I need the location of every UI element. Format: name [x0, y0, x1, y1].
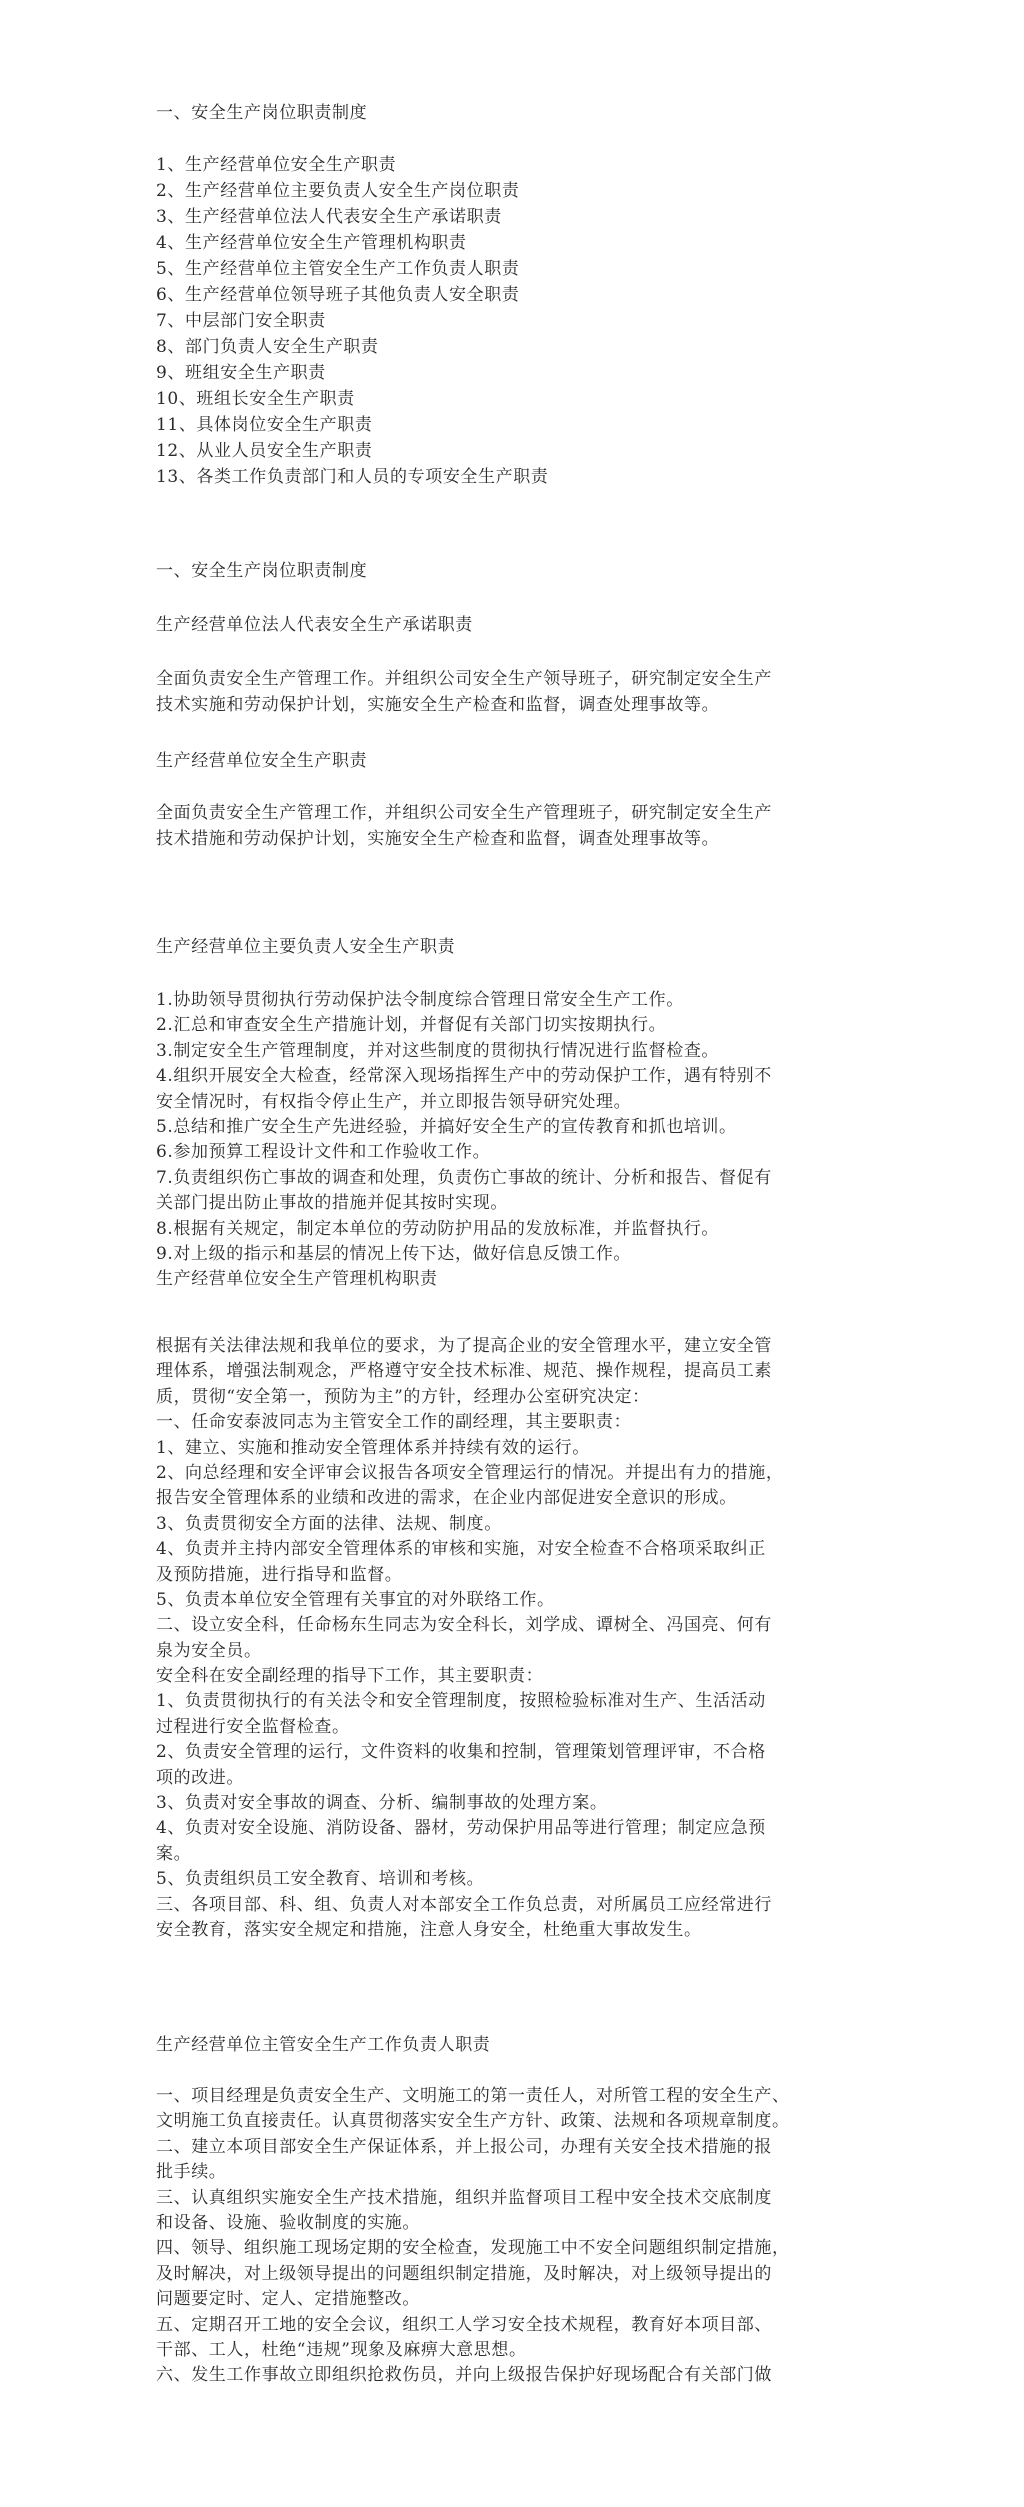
toc-item: 1、生产经营单位安全生产职责 [156, 155, 397, 175]
toc-item: 3、生产经营单位法人代表安全生产承诺职责 [156, 207, 502, 227]
toc-item: 11、具体岗位安全生产职责 [156, 415, 373, 435]
paragraph-line: 2.汇总和审查安全生产措施计划，并督促有关部门切实按期执行。 [156, 1015, 667, 1036]
paragraph-line: 理体系，增强法制观念，严格遵守安全技术标准、规范、操作规程，提高员工素 [156, 1361, 772, 1382]
paragraph-line: 技术措施和劳动保护计划，实施安全生产检查和监督，调查处理事故等。 [156, 829, 720, 849]
paragraph-line: 一、任命安泰波同志为主管安全工作的副经理，其主要职责： [156, 1412, 632, 1433]
paragraph-line: 1.协助领导贯彻执行劳动保护法令制度综合管理日常安全生产工作。 [156, 990, 684, 1010]
toc-item: 5、生产经营单位主管安全生产工作负责人职责 [156, 259, 520, 279]
paragraph-line: 五、定期召开工地的安全会议，组织工人学习安全技术规程，教育好本项目部、 [156, 2314, 772, 2335]
toc-item: 10、班组长安全生产职责 [156, 389, 355, 409]
paragraph-line: 一、项目经理是负责安全生产、文明施工的第一责任人，对所管工程的安全生产、 [156, 2086, 790, 2106]
paragraph-line: 1、建立、实施和推动安全管理体系并持续有效的运行。 [156, 1437, 590, 1458]
supervisor-title [156, 2032, 876, 2058]
subsection-heading: 生产经营单位主要负责人安全生产职责 [156, 937, 456, 957]
paragraph-line: 3.制定安全生产管理制度，并对这些制度的贯彻执行情况进行监督检查。 [156, 1040, 720, 1061]
paragraph-line: 根据有关法律法规和我单位的要求，为了提高企业的安全管理水平，建立安全管 [156, 1336, 772, 1356]
toc-section [156, 100, 876, 126]
paragraph-line: 2、向总经理和安全评审会议报告各项安全管理运行的情况。并提出有力的措施， [156, 1462, 784, 1483]
paragraph-line: 4、负责并主持内部安全管理体系的审核和实施，对安全检查不合格项采取纠正 [156, 1539, 766, 1560]
paragraph-line: 关部门提出防止事故的措施并促其按时实现。 [156, 1193, 508, 1214]
paragraph-line: 案。 [156, 1843, 192, 1864]
paragraph-line: 三、各项目部、科、组、负责人对本部安全工作负总责，对所属员工应经常进行 [156, 1894, 772, 1915]
paragraph-line: 9.对上级的指示和基层的情况上传下达，做好信息反馈工作。 [156, 1243, 632, 1264]
paragraph-line: 3、负责贯彻安全方面的法律、法规、制度。 [156, 1513, 502, 1534]
paragraph-line: 4、负责对安全设施、消防设备、器材，劳动保护用品等进行管理；制定应急预 [156, 1818, 766, 1839]
paragraph-line: 和设备、设施、验收制度的实施。 [156, 2212, 420, 2233]
mgmt-org-body [156, 1334, 876, 1943]
paragraph-line: 安全科在安全副经理的指导下工作，其主要职责： [156, 1666, 544, 1687]
paragraph-line: 文明施工负直接责任。认真贯彻落实安全生产方针、政策、法规和各项规章制度。 [156, 2111, 790, 2132]
toc-item: 8、部门负责人安全生产职责 [156, 337, 379, 357]
paragraph-line: 泉为安全员。 [156, 1640, 262, 1661]
subsection-heading: 生产经营单位主管安全生产工作负责人职责 [156, 2035, 491, 2055]
paragraph-line: 6.参加预算工程设计文件和工作验收工作。 [156, 1142, 491, 1163]
paragraph-line: 报告安全管理体系的业绩和改进的需求，在企业内部促进安全意识的形成。 [156, 1488, 737, 1509]
toc-item: 12、从业人员安全生产职责 [156, 441, 373, 461]
toc-item: 9、班组安全生产职责 [156, 363, 326, 383]
paragraph-line: 3、负责对安全事故的调查、分析、编制事故的处理方案。 [156, 1793, 608, 1814]
toc-title: 一、安全生产岗位职责制度 [156, 103, 368, 123]
paragraph-line: 项的改进。 [156, 1767, 244, 1788]
paragraph-line: 四、领导、组织施工现场定期的安全检查，发现施工中不安全问题组织制定措施， [156, 2238, 790, 2259]
unit-title [156, 748, 876, 774]
paragraph-line: 5、负责本单位安全管理有关事宜的对外联络工作。 [156, 1589, 555, 1610]
paragraph-line: 5、负责组织员工安全教育、培训和考核。 [156, 1869, 485, 1890]
main-leader-title [156, 934, 876, 960]
paragraph-line: 安全教育，落实安全规定和措施，注意人身安全，杜绝重大事故发生。 [156, 1919, 702, 1940]
paragraph-line: 过程进行安全监督检查。 [156, 1716, 350, 1737]
paragraph-line: 安全情况时，有权指令停止生产，并立即报告领导研究处理。 [156, 1091, 632, 1112]
legal-rep-title [156, 612, 876, 638]
paragraph-line: 生产经营单位安全生产管理机构职责 [156, 1269, 438, 1290]
paragraph-line: 二、建立本项目部安全生产保证体系，并上报公司，办理有关安全技术措施的报 [156, 2136, 772, 2157]
toc-item: 13、各类工作负责部门和人员的专项安全生产职责 [156, 467, 549, 487]
paragraph-line: 4.组织开展安全大检查，经常深入现场指挥生产中的劳动保护工作，遇有特别不 [156, 1066, 772, 1087]
unit-body [156, 800, 876, 852]
paragraph-line: 六、发生工作事故立即组织抢救伤员，并向上级报告保护好现场配合有关部门做 [156, 2365, 772, 2386]
paragraph-line: 二、设立安全科，任命杨东生同志为安全科长，刘学成、谭树全、冯国亮、何有 [156, 1615, 772, 1636]
subsection-heading: 生产经营单位法人代表安全生产承诺职责 [156, 615, 473, 635]
paragraph-line: 全面负责安全生产管理工作，并组织公司安全生产管理班子，研究制定安全生产 [156, 803, 772, 823]
paragraph-line: 问题要定时、定人、定措施整改。 [156, 2289, 420, 2310]
paragraph-line: 及时解决，对上级领导提出的问题组织制定措施，及时解决，对上级领导提出的 [156, 2263, 772, 2284]
toc-item: 4、生产经营单位安全生产管理机构职责 [156, 233, 467, 253]
toc-list [156, 152, 876, 490]
subsection-heading: 生产经营单位安全生产职责 [156, 751, 368, 771]
toc-item: 2、生产经营单位主要负责人安全生产岗位职责 [156, 181, 520, 201]
main-leader-body [156, 988, 876, 1293]
paragraph-line: 1、负责贯彻执行的有关法令和安全管理制度，按照检验标准对生产、生活活动 [156, 1691, 766, 1712]
legal-rep-body [156, 666, 876, 718]
section-heading: 一、安全生产岗位职责制度 [156, 561, 368, 581]
paragraph-line: 批手续。 [156, 2162, 227, 2183]
section1-title [156, 558, 876, 584]
paragraph-line: 2、负责安全管理的运行，文件资料的收集和控制，管理策划管理评审，不合格 [156, 1742, 766, 1763]
paragraph-line: 三、认真组织实施安全生产技术措施，组织并监督项目工程中安全技术交底制度 [156, 2187, 772, 2208]
toc-item: 6、生产经营单位领导班子其他负责人安全职责 [156, 285, 520, 305]
paragraph-line: 质，贯彻“安全第一，预防为主”的方针，经理办公室研究决定： [156, 1386, 650, 1407]
paragraph-line: 技术实施和劳动保护计划，实施安全生产检查和监督，调查处理事故等。 [156, 695, 720, 715]
paragraph-line: 干部、工人，杜绝“违规”现象及麻痹大意思想。 [156, 2339, 527, 2360]
paragraph-line: 8.根据有关规定，制定本单位的劳动防护用品的发放标准，并监督执行。 [156, 1218, 720, 1239]
paragraph-line: 7.负责组织伤亡事故的调查和处理，负责伤亡事故的统计、分析和报告、督促有 [156, 1167, 772, 1188]
paragraph-line: 5.总结和推广安全生产先进经验，并搞好安全生产的宣传教育和抓也培训。 [156, 1116, 737, 1137]
paragraph-line: 及预防措施，进行指导和监督。 [156, 1564, 403, 1585]
paragraph-line: 全面负责安全生产管理工作。并组织公司安全生产领导班子，研究制定安全生产 [156, 669, 772, 689]
toc-item: 7、中层部门安全职责 [156, 311, 326, 331]
supervisor-body [156, 2084, 876, 2389]
